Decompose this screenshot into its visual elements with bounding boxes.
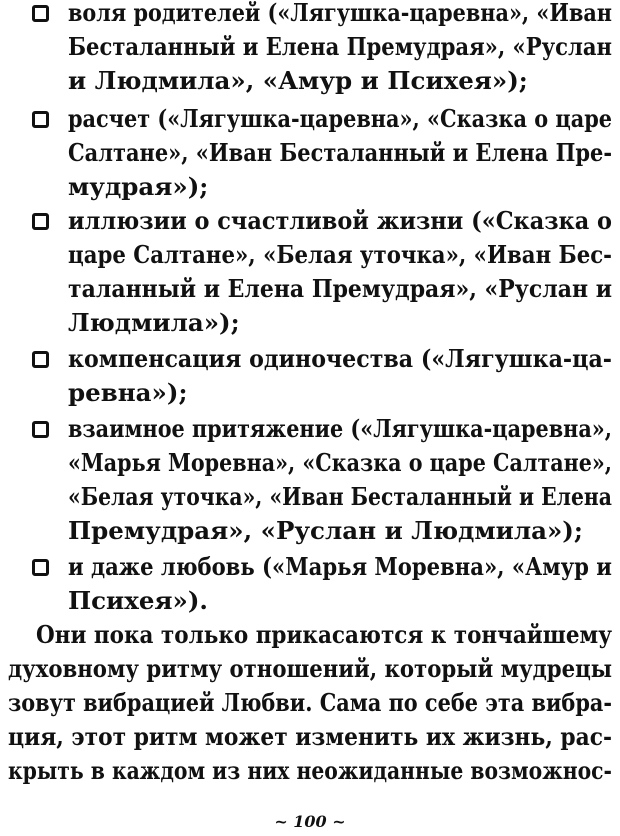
list-item-line: иллюзии о счастливой жизни («Сказка о [68,206,613,235]
checkbox-icon [32,5,49,22]
checkbox-icon [32,213,49,230]
list-item-line: взаимное притяжение («Лягушка-царевна», [68,414,612,443]
page-number: ~ 100 ~ [274,812,346,831]
paragraph-line: зовут вибрацией Любви. Сама по себе эта вибра- [8,688,612,717]
list-item-line: Бесталанный и Елена Премудрая», «Руслан [68,32,613,61]
list-item-line: царе Салтане», «Белая уточка», «Иван Бес- [68,240,613,269]
list-item-line: Салтане», «Иван Бесталанный и Елена Пре- [68,138,613,167]
list-item-line: «Белая уточка», «Иван Бесталанный и Елена [68,482,612,511]
list-item-line: и даже любовь («Марья Моревна», «Амур и [68,552,612,581]
list-item-line: «Марья Моревна», «Сказка о царе Салтане», [68,448,612,477]
paragraph-line: крыть в каждом из них неожиданные возможнос- [8,756,613,785]
paragraph-line: ция, этот ритм может изменить их жизнь, рас- [8,722,612,751]
checkbox-icon [32,351,49,368]
list-item-line: ревна»); [68,378,188,407]
checkbox-icon [32,111,49,128]
list-item-line: воля родителей («Лягушка-царевна», «Иван [68,0,613,27]
list-item-line: Психея»). [68,586,208,615]
list-item-line: Премудрая», «Руслан и Людмила»); [68,516,583,545]
list-item-line: и Людмила», «Амур и Психея»); [68,66,528,95]
list-item-line: компенсация одиночества («Лягушка-ца- [68,344,612,373]
list-item-line: расчет («Лягушка-царевна», «Сказка о царе [68,104,613,133]
list-item-line: мудрая»); [68,172,209,201]
paragraph-line: духовному ритму отношений, который мудрецы [8,654,613,683]
checkbox-icon [32,559,49,576]
list-item-line: Людмила»); [68,308,240,337]
checkbox-icon [32,421,49,438]
paragraph-line: Они пока только прикасаются к тончайшему [36,620,612,649]
list-item-line: таланный и Елена Премудрая», «Руслан и [68,274,612,303]
